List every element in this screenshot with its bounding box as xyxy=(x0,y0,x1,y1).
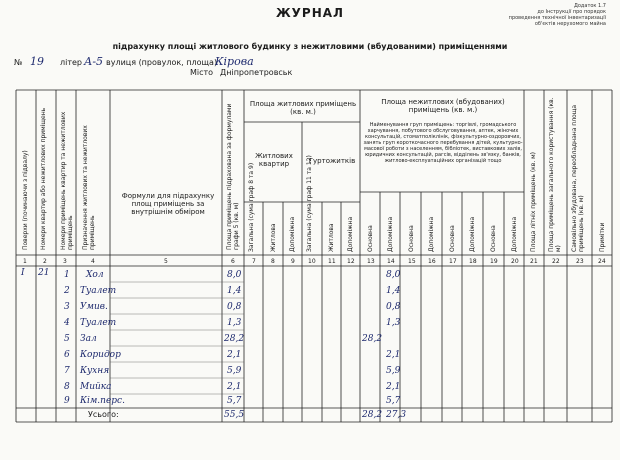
row-room-number: 2 xyxy=(64,286,70,296)
row-c14: 1,3 xyxy=(386,318,401,328)
col-num-24: 24 xyxy=(598,258,606,265)
col-num-2: 2 xyxy=(43,258,47,265)
col-header-c20: Допоміжна xyxy=(511,216,518,252)
row-area: 1,3 xyxy=(227,318,242,328)
row-purpose: Хол xyxy=(86,270,104,280)
col-num-7: 7 xyxy=(252,258,256,265)
row-purpose: Туалет xyxy=(80,286,117,296)
row-area: 2,1 xyxy=(227,382,242,392)
col-num-12: 12 xyxy=(347,258,355,265)
appendix-label: Додаток 1.7 xyxy=(573,3,606,9)
col-header-c16: Допоміжна xyxy=(428,216,435,252)
row-room-number: 9 xyxy=(64,396,70,406)
street-label: вулиця (провулок, площа) xyxy=(106,58,218,67)
col-num-5: 5 xyxy=(164,258,168,265)
street-value: Кірова xyxy=(215,55,254,68)
appendix-note-3: об'єктів нерухомого майна xyxy=(534,21,606,27)
row-c13: 28,2 xyxy=(362,334,383,344)
col-num-17: 17 xyxy=(449,258,457,265)
row-room-number: 5 xyxy=(64,334,70,344)
appendix-note-2: проведення технічної інвентаризації xyxy=(508,15,606,21)
row-area: 1,4 xyxy=(227,286,242,296)
col-header-c21: Площа літніх приміщень (кв. м) xyxy=(530,151,537,252)
row-c14: 2,1 xyxy=(386,350,401,360)
col-header-c17: Основна xyxy=(449,225,456,252)
row-area: 5,7 xyxy=(227,396,242,406)
col-header-c10: Загальна (сума граф 11 та 12) xyxy=(306,155,313,252)
row-c14: 5,7 xyxy=(386,396,401,406)
number-value: 19 xyxy=(30,55,44,68)
col-header-c19: Основна xyxy=(490,225,497,252)
col-header-c14: Допоміжна xyxy=(387,216,394,252)
row-c14: 5,9 xyxy=(386,366,401,376)
col-header-c12: Допоміжна xyxy=(347,216,354,252)
col-header-c18: Допоміжна xyxy=(469,216,476,252)
group-nonresidential-area: Площа нежитлових (вбудованих) приміщень (кв. м.) xyxy=(381,98,505,114)
col-header-floors: Поверхи (починаючи з підвалу) xyxy=(22,150,29,250)
subgroup-dormitories: Гуртожитків xyxy=(308,157,356,165)
col-num-23: 23 xyxy=(576,258,584,265)
col-num-11: 11 xyxy=(328,258,336,265)
col-num-18: 18 xyxy=(469,258,477,265)
row-purpose: Коридор xyxy=(80,350,121,360)
row-room-number: 6 xyxy=(64,350,70,360)
row-purpose: Умив. xyxy=(80,302,108,312)
row-room-number: 4 xyxy=(64,318,70,328)
col-header-room-numbers: Номери приміщень квартир та нежитлових приміщень xyxy=(60,111,74,250)
col-num-8: 8 xyxy=(271,258,275,265)
col-num-9: 9 xyxy=(291,258,295,265)
row-purpose: Кухня xyxy=(80,366,110,376)
row-area: 28,2 xyxy=(224,334,245,344)
row-c14: 0,8 xyxy=(386,302,401,312)
journal-subtitle: підрахунку площі житлового будинку з нежитловими (вбудованими) приміщеннями xyxy=(112,42,508,51)
total-c13: 28,2 xyxy=(362,410,383,420)
col-header-c9: Допоміжна xyxy=(289,216,296,252)
nonresidential-description: Найменування груп приміщень: торгівлі, громадського харчування, побутового обслуговування, аптек, жіночих консультацій, стоматполіклінік, фізкультурно-оздоровчих, занять груп короткочасного перебування дітей, культурно-масової роботи з населенням, бібліотек, виставкових залів, юридичних консультацій, рагсів, відділень зв'язку, банків, житлово-експлуатаційних організацій тощо xyxy=(363,122,523,164)
row-area: 0,8 xyxy=(227,302,242,312)
subgroup-living-apartments: Житлових квартир xyxy=(255,152,293,168)
row-purpose: Зал xyxy=(80,334,97,344)
col-num-20: 20 xyxy=(511,258,519,265)
row1-apt: 21 xyxy=(38,268,50,278)
col-header-c11: Житлова xyxy=(328,223,335,252)
row-area: 5,9 xyxy=(227,366,242,376)
col-num-21: 21 xyxy=(530,258,538,265)
col-num-16: 16 xyxy=(428,258,436,265)
col-header-c13: Основна xyxy=(367,225,374,252)
row-room-number: 3 xyxy=(64,302,70,312)
row-c14: 1,4 xyxy=(386,286,401,296)
col-header-apt-numbers: Номери квартир або нежитлових приміщень xyxy=(40,107,47,250)
journal-title: ЖУРНАЛ xyxy=(275,6,345,20)
number-label: № xyxy=(14,58,23,67)
col-num-19: 19 xyxy=(490,258,498,265)
row-c14: 8,0 xyxy=(386,270,401,280)
col-num-14: 14 xyxy=(387,258,395,265)
row-room-number: 7 xyxy=(64,366,70,376)
row-purpose: Кім.перс. xyxy=(80,396,125,406)
city-value: Дніпропетровськ xyxy=(220,68,293,77)
total-c14: 27,3 xyxy=(386,410,407,420)
col-num-4: 4 xyxy=(91,258,95,265)
col-header-purpose: Призначення житлових та нежитлових приміщень xyxy=(82,125,96,250)
col-num-13: 13 xyxy=(367,258,375,265)
col-header-c23: Самовільно збудована, переобладнана площа приміщень (кв. м) xyxy=(571,104,585,252)
liter-value: А-5 xyxy=(84,55,104,68)
col-num-15: 15 xyxy=(408,258,416,265)
col-num-22: 22 xyxy=(552,258,560,265)
row-purpose: Мийка xyxy=(80,382,112,392)
city-label: Місто xyxy=(190,68,214,77)
group-living-area: Площа житлових приміщень (кв. м.) xyxy=(249,100,357,116)
liter-label: літер xyxy=(60,58,82,67)
row-room-number: 1 xyxy=(64,270,70,280)
col-header-c7: Загальна (сума граф 8 та 9) xyxy=(248,162,255,252)
row1-floor: I xyxy=(21,268,25,278)
col-header-c8: Житлова xyxy=(270,223,277,252)
col-num-3: 3 xyxy=(63,258,67,265)
total-label: Усього: xyxy=(88,410,119,419)
col-num-1: 1 xyxy=(23,258,27,265)
col-header-formulas: Формули для підрахунку площ приміщень за внутрішнім обміром xyxy=(121,192,215,216)
col-num-10: 10 xyxy=(308,258,316,265)
row-c14: 2,1 xyxy=(386,382,401,392)
total-area: 55,5 xyxy=(224,410,245,420)
col-num-6: 6 xyxy=(231,258,235,265)
row-room-number: 8 xyxy=(64,382,70,392)
col-header-c22: Площа приміщень загального користування (кв. м) xyxy=(548,97,562,252)
row-area: 2,1 xyxy=(227,350,242,360)
col-header-c24: Примітки xyxy=(599,222,606,252)
col-header-c15: Основна xyxy=(408,225,415,252)
appendix-note-1: до Інструкції про порядок xyxy=(537,9,606,15)
row-purpose: Туалет xyxy=(80,318,117,328)
row-area: 8,0 xyxy=(227,270,242,280)
col-header-area-calc: Площа приміщень підрахована за формулами графи 5 (кв. м) xyxy=(226,103,240,250)
